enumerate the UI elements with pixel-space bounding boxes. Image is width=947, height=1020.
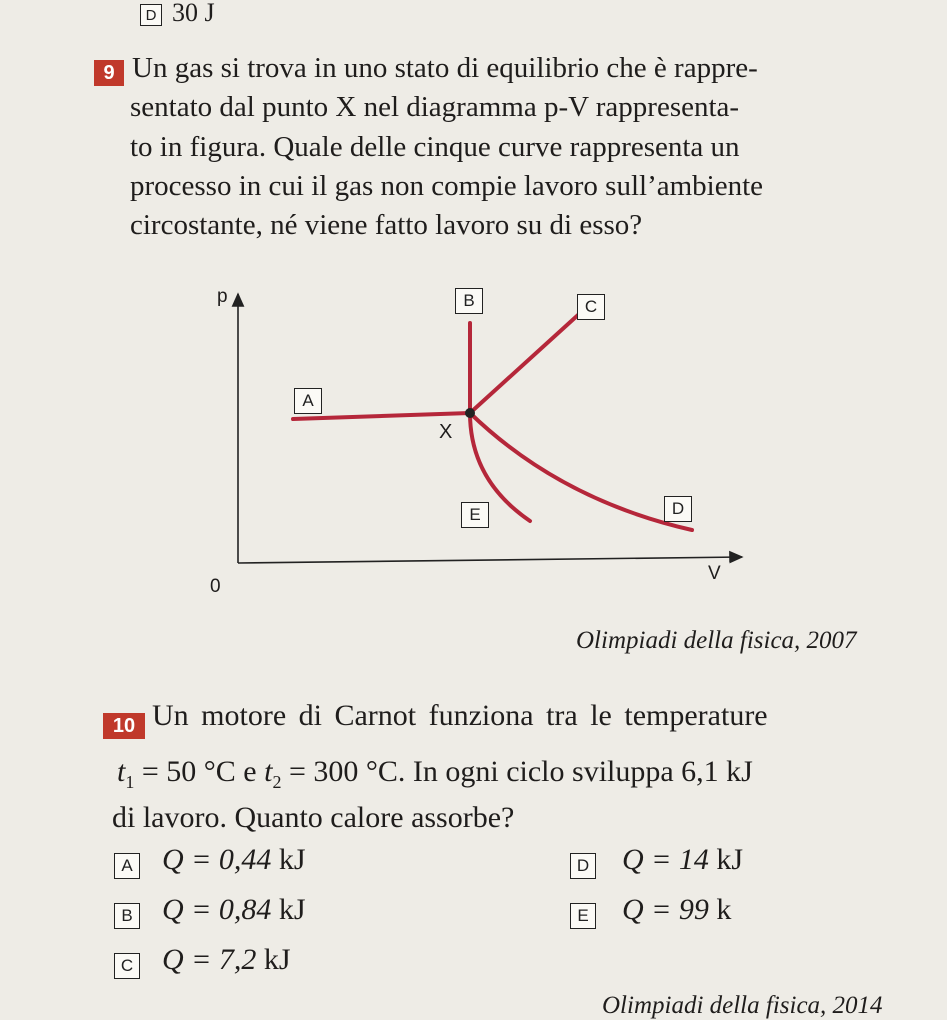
curve-c-label: C — [577, 294, 605, 320]
curve-d-line — [470, 413, 692, 530]
option-e-text[interactable]: Q = 99 k — [622, 893, 732, 926]
t2-subscript: 2 — [272, 772, 282, 792]
point-x-label: X — [439, 421, 453, 443]
question-10-line-2-rest: . In ogni ciclo sviluppa 6,1 kJ — [397, 755, 753, 788]
curve-e-label: E — [461, 502, 489, 528]
curve-c-line — [470, 315, 578, 413]
t1-value: = 50 °C — [141, 755, 236, 788]
question-9-line-1: Un gas si trova in uno stato di equilibrio che è rappre- — [132, 52, 758, 84]
question-10-line-2 — [117, 754, 753, 800]
top-option-text: 30 J — [172, 0, 215, 27]
option-e-letter: E — [570, 903, 596, 929]
question-9-source: Olimpiadi della fisica, 2007 — [576, 627, 857, 654]
top-option-letter: D — [140, 4, 162, 26]
question-10-source: Olimpiadi della fisica, 2014 — [602, 992, 883, 1019]
t2-value: = 300 °C — [288, 755, 398, 788]
option-b-text[interactable]: Q = 0,84 kJ — [162, 893, 306, 926]
point-x-dot — [465, 408, 475, 418]
origin-label: 0 — [210, 576, 221, 597]
t1-subscript: 1 — [125, 772, 135, 792]
question-9-line-3: to in figura. Quale delle cinque curve rappresenta un — [130, 131, 740, 163]
option-d-text[interactable]: Q = 14 kJ — [622, 843, 744, 876]
option-b-letter: B — [114, 903, 140, 929]
t2-symbol: t — [264, 755, 273, 788]
v-axis-label: V — [708, 563, 721, 584]
option-c-text[interactable]: Q = 7,2 kJ — [162, 943, 291, 976]
p-axis-label: p — [217, 286, 228, 307]
curve-b-label: B — [455, 288, 483, 314]
v-axis-line — [238, 557, 742, 563]
question-9-line-2: sentato dal punto X nel diagramma p-V rappresenta- — [130, 91, 740, 123]
option-a-text[interactable]: Q = 0,44 kJ — [162, 843, 306, 876]
conjunction: e — [243, 755, 257, 788]
curve-d-label: D — [664, 496, 692, 522]
question-9-number: 9 — [94, 60, 124, 86]
option-a-letter: A — [114, 853, 140, 879]
question-10-line-3: di lavoro. Quanto calore assorbe? — [112, 801, 515, 834]
t1-symbol: t — [117, 755, 126, 788]
option-d-letter: D — [570, 853, 596, 879]
question-10-number: 10 — [103, 713, 145, 739]
question-9-line-5: circostante, né viene fatto lavoro su di esso? — [130, 209, 643, 241]
option-c-letter: C — [114, 953, 140, 979]
question-10-line-1: Un motore di Carnot funziona tra le temperature — [152, 699, 768, 732]
curve-a-label: A — [294, 388, 322, 414]
question-9-line-4: processo in cui il gas non compie lavoro sull’ambiente — [130, 170, 764, 202]
